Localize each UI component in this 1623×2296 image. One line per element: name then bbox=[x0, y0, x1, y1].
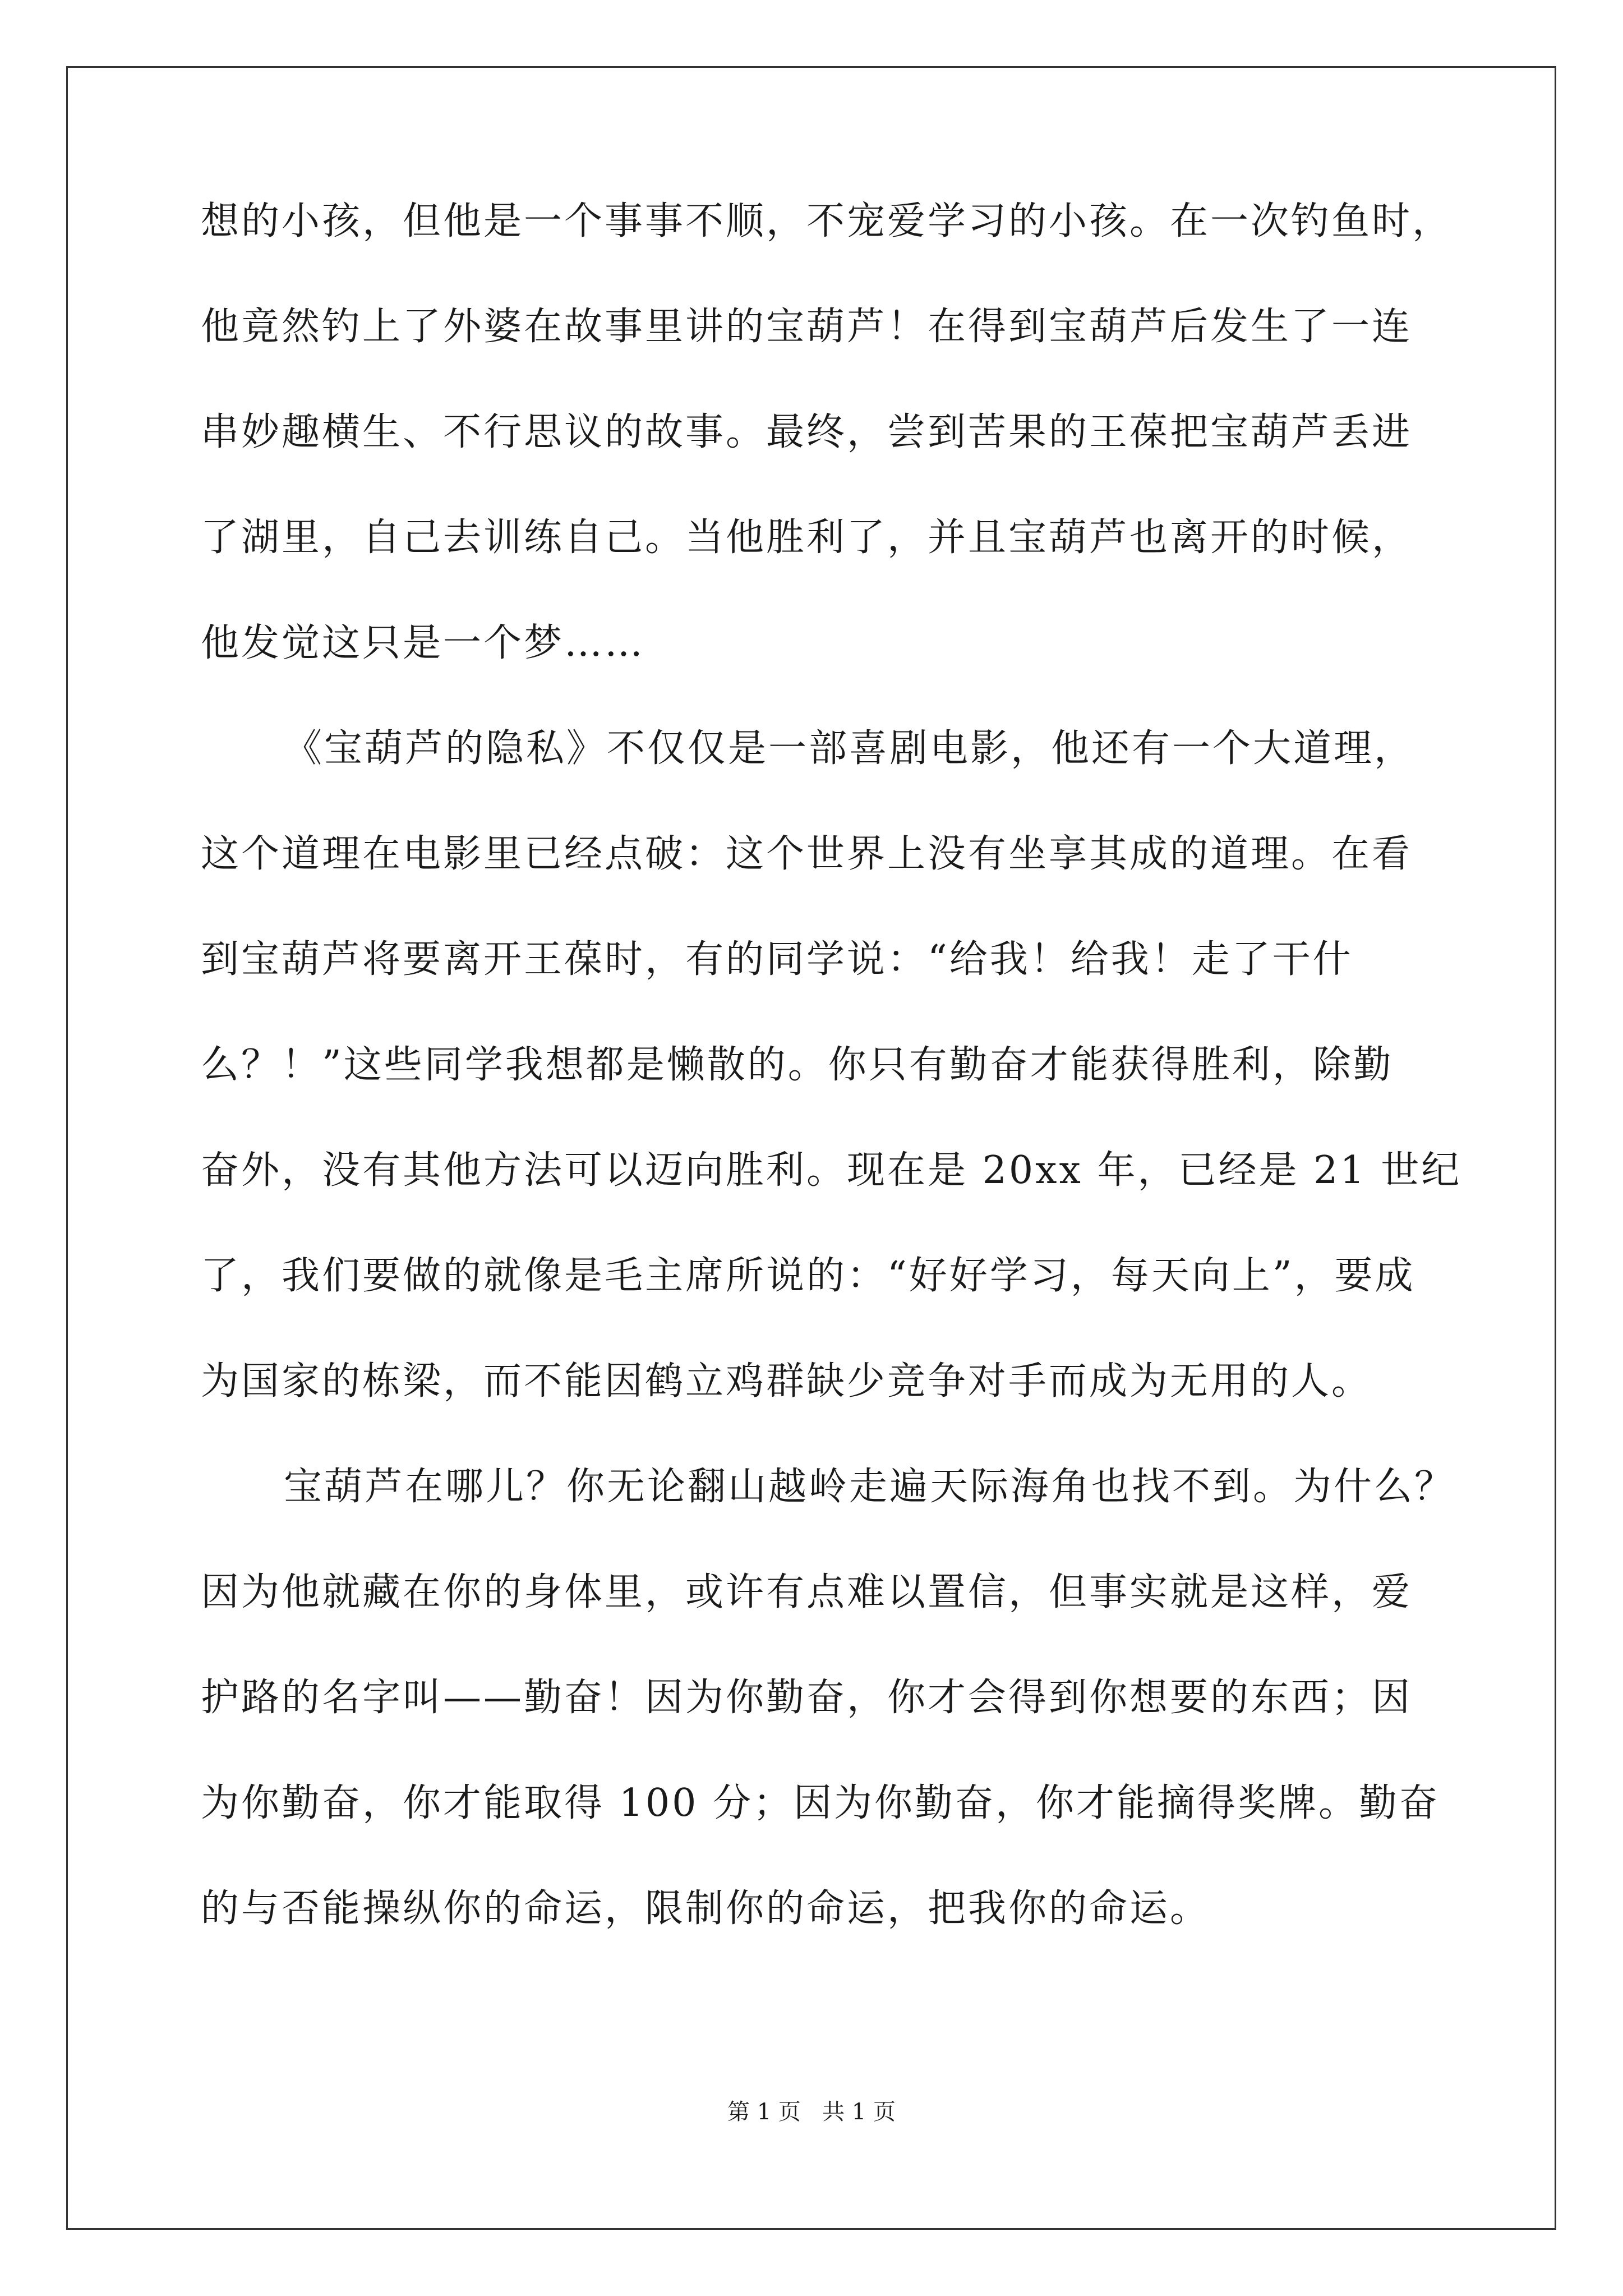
text-line: 串妙趣横生、不行思议的故事。最终，尝到苦果的王葆把宝葫芦丢进 bbox=[201, 410, 1413, 454]
text-line: 的与否能操纵你的命运，限制你的命运，把我你的命运。 bbox=[201, 1887, 1211, 1931]
paragraph-first-line: 宝葫芦在哪儿？你无论翻山越岭走遍天际海角也找不到。为什么？ bbox=[284, 1465, 1455, 1509]
text-line: 么？！”这些同学我想都是懒散的。你只有勤奋才能获得胜利，除勤 bbox=[201, 1043, 1394, 1087]
text-line: 奋外，没有其他方法可以迈向胜利。现在是 20xx 年，已经是 21 世纪 bbox=[201, 1148, 1462, 1193]
text-line: 因为他就藏在你的身体里，或许有点难以置信，但事实就是这样，爱 bbox=[201, 1570, 1413, 1614]
text-line: 他发觉这只是一个梦…… bbox=[201, 621, 645, 665]
text-line: 了，我们要做的就像是毛主席所说的：“好好学习，每天向上”，要成 bbox=[201, 1254, 1415, 1298]
paragraph-first-line: 《宝葫芦的隐私》不仅仅是一部喜剧电影，他还有一个大道理， bbox=[284, 726, 1415, 771]
text-line: 这个道理在电影里已经点破：这个世界上没有坐享其成的道理。在看 bbox=[201, 832, 1413, 876]
text-line: 到宝葫芦将要离开王葆时，有的同学说：“给我！给我！走了干什 bbox=[201, 937, 1353, 982]
page-number-footer: 第 1 页 共 1 页 bbox=[727, 2099, 896, 2125]
text-line: 想的小孩，但他是一个事事不顺，不宠爱学习的小孩。在一次钓鱼时， bbox=[201, 199, 1453, 243]
text-line: 了湖里，自己去训练自己。当他胜利了，并且宝葫芦也离开的时候， bbox=[201, 516, 1413, 560]
text-line: 为国家的栋梁，而不能因鹤立鸡群缺少竞争对手而成为无用的人。 bbox=[201, 1359, 1372, 1404]
text-line: 护路的名字叫——勤奋！因为你勤奋，你才会得到你想要的东西；因 bbox=[201, 1676, 1413, 1720]
text-line: 为你勤奋，你才能取得 100 分；因为你勤奋，你才能摘得奖牌。勤奋 bbox=[201, 1781, 1440, 1825]
text-line: 他竟然钓上了外婆在故事里讲的宝葫芦！在得到宝葫芦后发生了一连 bbox=[201, 305, 1413, 349]
